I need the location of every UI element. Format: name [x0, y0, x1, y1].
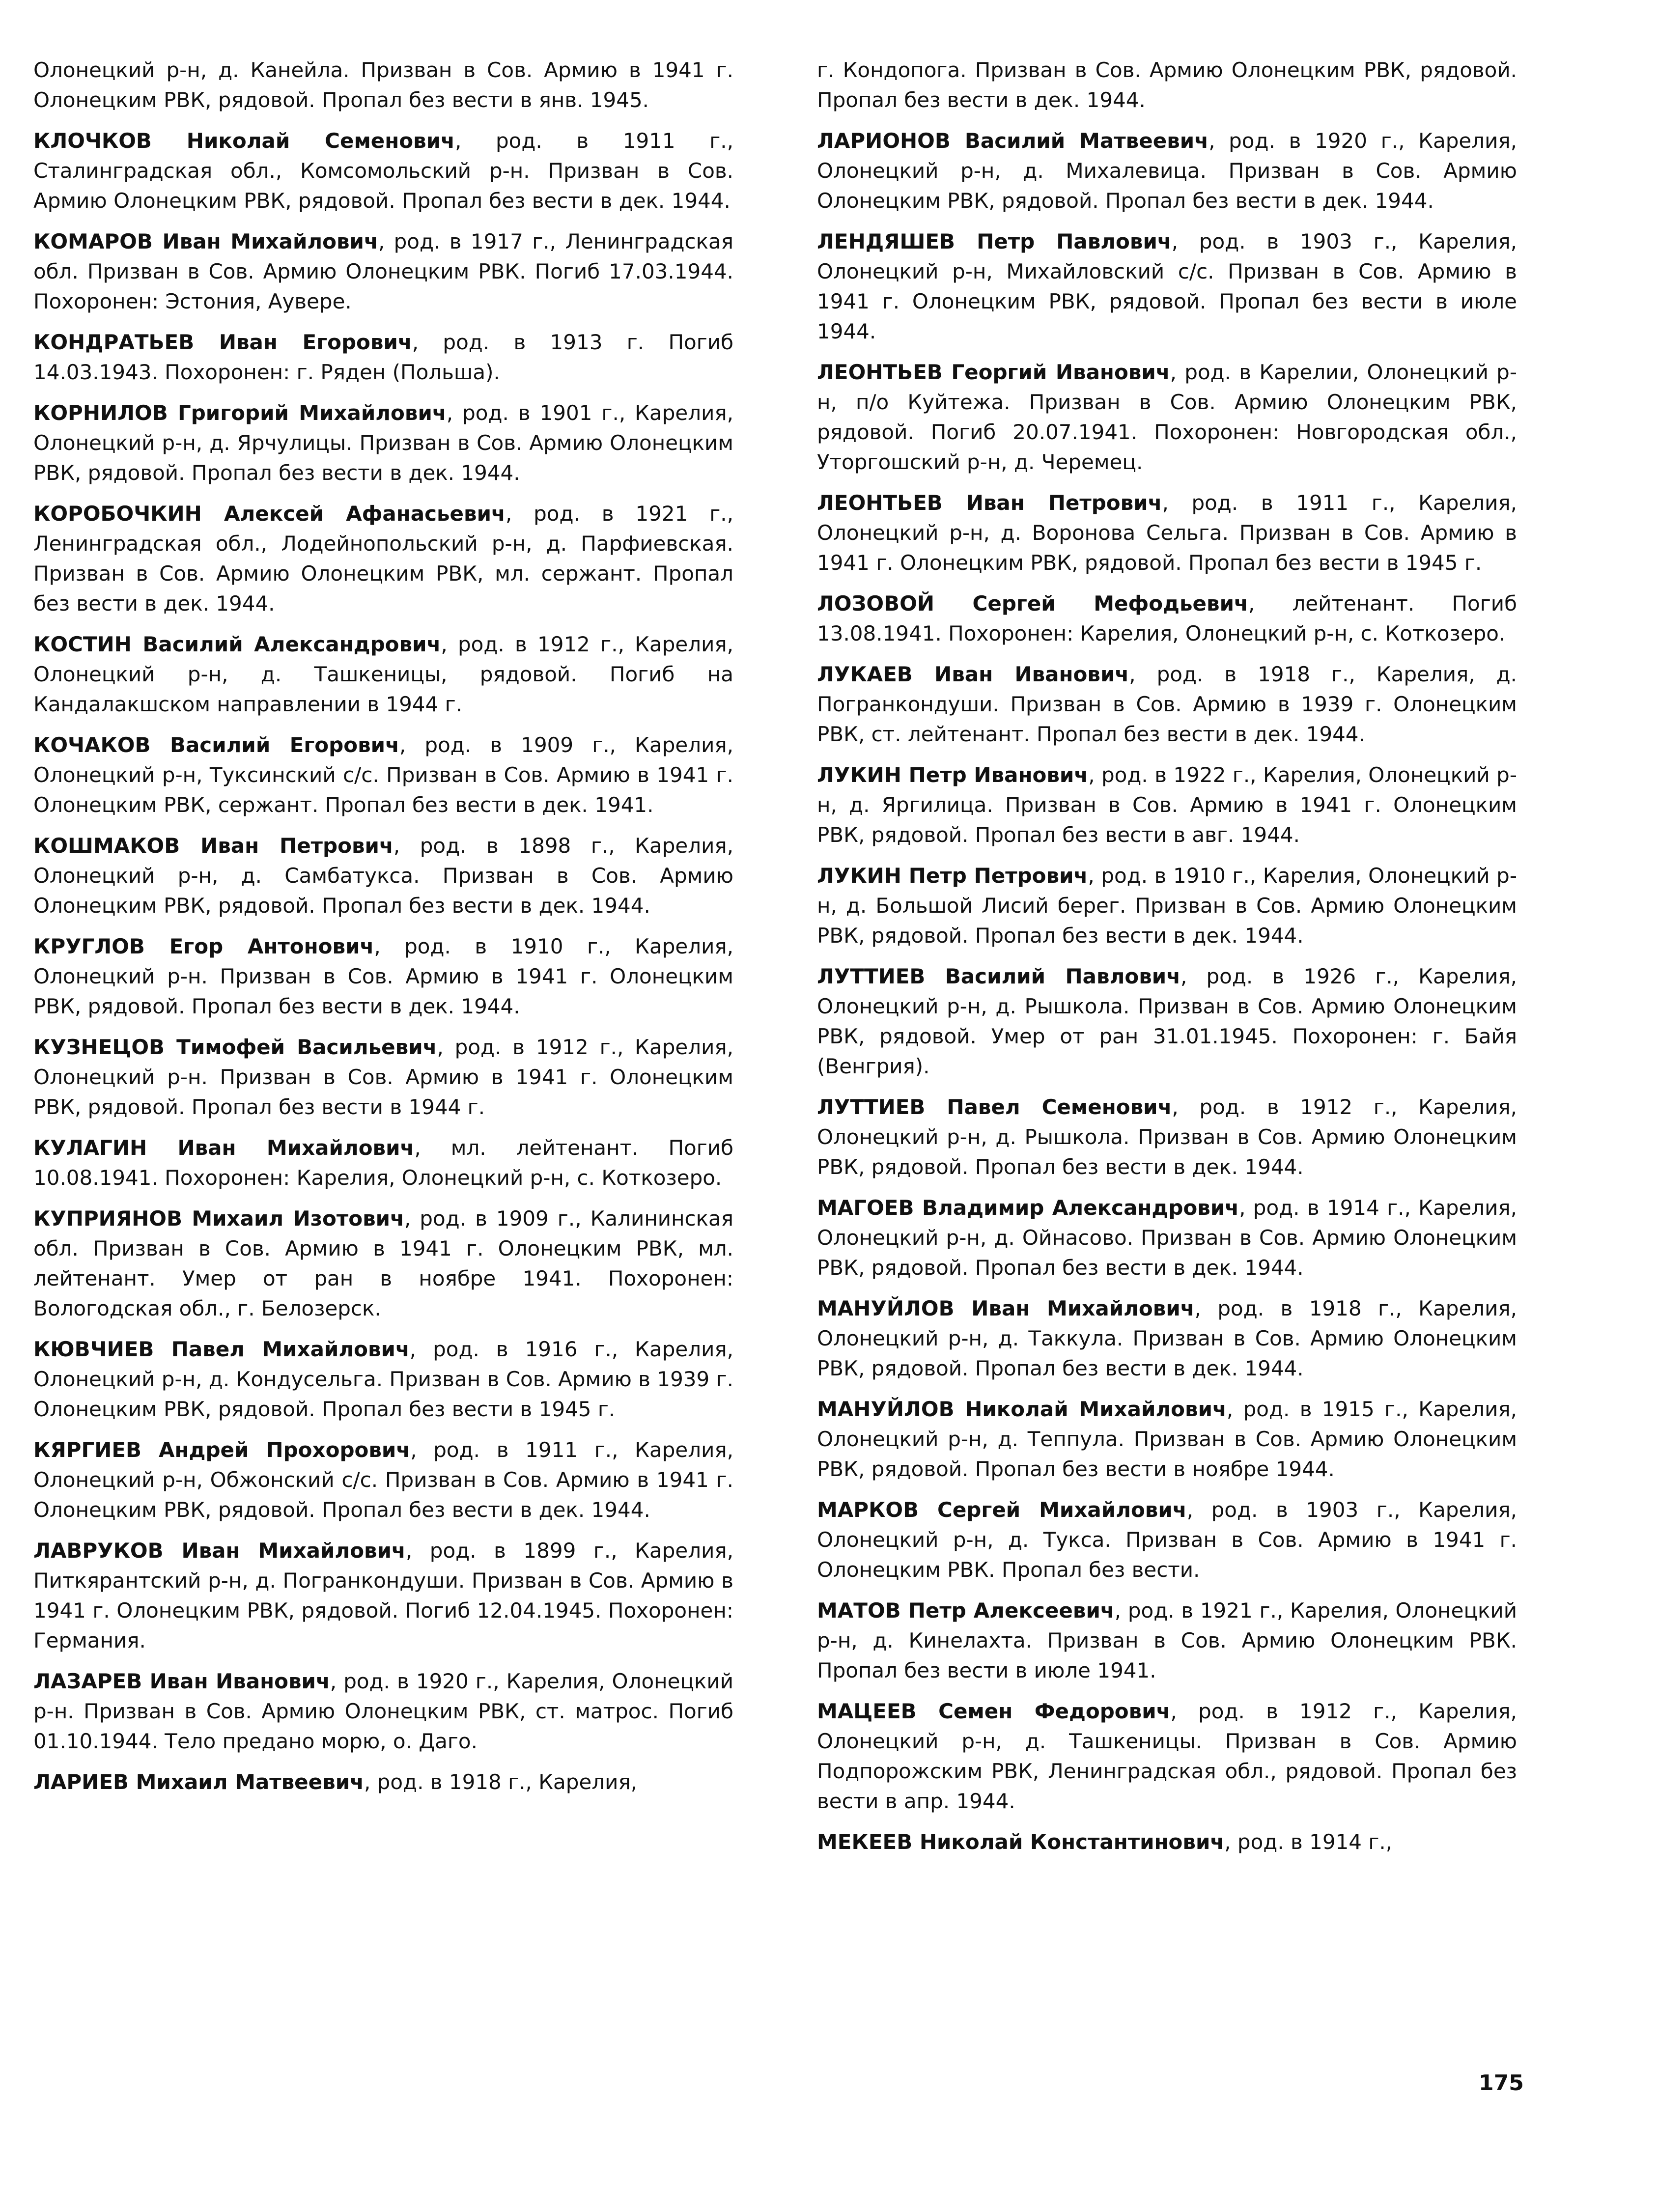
- entry: [33, 327, 733, 387]
- entry: [817, 1696, 1517, 1816]
- entry-name: МАЦЕЕВ Семен Федорович: [817, 1699, 1171, 1723]
- entry-name: ЛУКИН Петр Петрович: [817, 864, 1088, 888]
- entry: [817, 126, 1517, 216]
- entry-text: , род. в 1912 г., Карелия, Олонецкий р-н, д. Ташкеницы, рядовой. Погиб на Кандалакшском направлении в 1944 г.: [33, 632, 733, 716]
- entry-text: , род. в 1910 г., Карелия, Олонецкий р-н. Призван в Сов. Армию в 1941 г. Олонецким РВК, рядовой. Пропал без вести в дек. 1944.: [33, 934, 733, 1018]
- entry: [33, 1334, 733, 1424]
- entry: [817, 1092, 1517, 1182]
- entry-name: ЛАРИОНОВ Василий Матвеевич: [817, 129, 1209, 153]
- entry-text: , род. в 1921 г., Карелия, Олонецкий р-н, д. Кинелахта. Призван в Сов. Армию Олонецким РВК. Пропал без вести в июле 1941.: [817, 1598, 1517, 1682]
- entry-text: , род. в 1918 г., Карелия, д. Погранкондуши. Призван в Сов. Армию в 1939 г. Олонецким РВК, ст. лейтенант. Пропал без вести в дек. 1944.: [817, 662, 1517, 746]
- entry: [817, 760, 1517, 850]
- entry: [817, 1495, 1517, 1585]
- entry-name: КОСТИН Василий Александрович: [33, 632, 441, 656]
- left-column: [33, 55, 733, 1808]
- entry: [33, 629, 733, 719]
- entry: [33, 1032, 733, 1122]
- entry: [33, 1435, 733, 1525]
- entry: [33, 499, 733, 618]
- entry-text: , род. в 1920 г., Карелия, Олонецкий р-н, д. Михалевица. Призван в Сов. Армию Олонецким РВК, рядовой. Пропал без вести в дек. 1944.: [817, 129, 1517, 213]
- entry-text: , род. в 1917 г., Ленинградская обл. Призван в Сов. Армию Олонецким РВК. Погиб 17.03.1944. Похоронен: Эстония, Аувере.: [33, 229, 733, 313]
- entry-text: , род. в 1898 г., Карелия, Олонецкий р-н, д. Самбатукса. Призван в Сов. Армию Олонецким РВК, рядовой. Пропал без вести в дек. 1944.: [33, 834, 733, 918]
- entry: [817, 1293, 1517, 1383]
- entry: [33, 126, 733, 216]
- entry-text: , род. в 1918 г., Карелия,: [364, 1770, 638, 1794]
- entry-name: КЮВЧИЕВ Павел Михайлович: [33, 1337, 410, 1361]
- entry: [33, 1204, 733, 1323]
- entry-name: МАТОВ Петр Алексеевич: [817, 1598, 1115, 1623]
- entry: [33, 55, 733, 115]
- entry-name: ЛУКИН Петр Иванович: [817, 763, 1089, 787]
- entry-name: ЛАЗАРЕВ Иван Иванович: [33, 1669, 330, 1693]
- page-number: 175: [1479, 2071, 1524, 2096]
- entry-name: ЛОЗОВОЙ Сергей Мефодьевич: [817, 591, 1248, 616]
- entry: [33, 831, 733, 921]
- entry-text: , род. в 1912 г., Карелия, Олонецкий р-н. Призван в Сов. Армию в 1941 г. Олонецким РВК, рядовой. Пропал без вести в 1944 г.: [33, 1035, 733, 1119]
- entry-text: , род. в 1911 г., Карелия, Олонецкий р-н, д. Воронова Сельга. Призван в Сов. Армию в 1941 г. Олонецким РВК, рядовой. Пропал без вести в 1945 г.: [817, 491, 1517, 575]
- entry-text: , лейтенант. Погиб 13.08.1941. Похоронен: Карелия, Олонецкий р-н, с. Коткозеро.: [817, 591, 1517, 645]
- entry-name: МАНУЙЛОВ Николай Михайлович: [817, 1397, 1227, 1421]
- entry-text: , род. в 1916 г., Карелия, Олонецкий р-н, д. Кондусельга. Призван в Сов. Армию в 1939 г. Олонецким РВК, рядовой. Пропал без вести в 1945 г.: [33, 1337, 734, 1421]
- entry-text: , род. в 1903 г., Карелия, Олонецкий р-н, д. Тукса. Призван в Сов. Армию в 1941 г. Олонецким РВК. Пропал без вести.: [817, 1498, 1517, 1582]
- entry-name: ЛАРИЕВ Михаил Матвеевич: [33, 1770, 364, 1794]
- entry-text: , род. в 1910 г., Карелия, Олонецкий р-н, д. Большой Лисий берег. Призван в Сов. Армию Олонецким РВК, рядовой. Пропал без вести в дек. 1944.: [817, 864, 1517, 948]
- entry: [817, 1394, 1517, 1484]
- entry: [33, 1767, 733, 1797]
- entry: [817, 226, 1517, 346]
- entry-name: КОЧАКОВ Василий Егорович: [33, 733, 399, 757]
- entry: [817, 1596, 1517, 1685]
- entry: [817, 55, 1517, 115]
- entry: [817, 1827, 1517, 1857]
- entry: [817, 1193, 1517, 1283]
- entry: [33, 226, 733, 316]
- entry: [33, 730, 733, 820]
- entry-text: , род. в 1903 г., Карелия, Олонецкий р-н, Михайловский с/с. Призван в Сов. Армию в 1941 г. Олонецким РВК, рядовой. Пропал без вести в июле 1944.: [817, 229, 1517, 343]
- entry: [33, 931, 733, 1021]
- entry: [817, 357, 1517, 477]
- entry: [33, 1133, 733, 1193]
- entry: [817, 659, 1517, 749]
- entry-name: КУЛАГИН Иван Михайлович: [33, 1136, 415, 1160]
- entry-name: КОРНИЛОВ Григорий Михайлович: [33, 401, 447, 425]
- entry-text: Олонецкий р-н, д. Канейла. Призван в Сов. Армию в 1941 г. Олонецким РВК, рядовой. Пропал без вести в янв. 1945.: [33, 58, 733, 112]
- entry-name: ЛУТТИЕВ Василий Павлович: [817, 964, 1181, 988]
- entry-name: ЛУТТИЕВ Павел Семенович: [817, 1095, 1172, 1119]
- entry-text: , род. в 1914 г.,: [1224, 1830, 1393, 1854]
- entry-text: , род. в 1901 г., Карелия, Олонецкий р-н, д. Ярчулицы. Призван в Сов. Армию Олонецким РВК, рядовой. Пропал без вести в дек. 1944.: [33, 401, 733, 485]
- entry-name: МАРКОВ Сергей Михайлович: [817, 1498, 1187, 1522]
- entry-name: КУЗНЕЦОВ Тимофей Васильевич: [33, 1035, 437, 1059]
- entry-name: КОМАРОВ Иван Михайлович: [33, 229, 378, 253]
- entry: [817, 961, 1517, 1081]
- entry-name: МАГОЕВ Владимир Александрович: [817, 1196, 1239, 1220]
- entry-name: МЕКЕЕВ Николай Константинович: [817, 1830, 1225, 1854]
- entry-text: г. Кондопога. Призван в Сов. Армию Олонецким РВК, рядовой. Пропал без вести в дек. 1944.: [817, 58, 1517, 112]
- entry: [817, 861, 1517, 951]
- entry-name: ЛЕОНТЬЕВ Георгий Иванович: [817, 360, 1170, 384]
- entry-name: КОШМАКОВ Иван Петрович: [33, 834, 393, 858]
- entry-text: , род. в 1912 г., Карелия, Олонецкий р-н, д. Рышкола. Призван в Сов. Армию Олонецким РВК, рядовой. Пропал без вести в дек. 1944.: [817, 1095, 1517, 1179]
- entry-name: ЛАВРУКОВ Иван Михайлович: [33, 1539, 406, 1563]
- entry-text: , род. в 1920 г., Карелия, Олонецкий р-н. Призван в Сов. Армию Олонецким РВК, ст. матрос. Погиб 01.10.1944. Тело предано морю, о. Даго.: [33, 1669, 733, 1753]
- entry-name: ЛУКАЕВ Иван Иванович: [817, 662, 1129, 686]
- entry-name: КУПРИЯНОВ Михаил Изотович: [33, 1206, 404, 1231]
- entry-text: , род. в 1918 г., Карелия, Олонецкий р-н, д. Таккула. Призван в Сов. Армию Олонецким РВК, рядовой. Пропал без вести в дек. 1944.: [817, 1296, 1517, 1380]
- entry-text: , род. в 1922 г., Карелия, Олонецкий р-н, д. Яргилица. Призван в Сов. Армию в 1941 г. Олонецким РВК, рядовой. Пропал без вести в авг. 1944.: [817, 763, 1517, 847]
- entry-text: , род. в 1915 г., Карелия, Олонецкий р-н, д. Теппула. Призван в Сов. Армию Олонецким РВК, рядовой. Пропал без вести в ноябре 1944.: [817, 1397, 1517, 1481]
- entry-text: , род. в 1909 г., Калининская обл. Призван в Сов. Армию в 1941 г. Олонецким РВК, мл. лейтенант. Умер от ран в ноябре 1941. Похоронен: Вологодская обл., г. Белозерск.: [33, 1206, 733, 1320]
- entry-text: , мл. лейтенант. Погиб 10.08.1941. Похоронен: Карелия, Олонецкий р-н, с. Коткозеро.: [33, 1136, 733, 1190]
- entry-text: , род. в 1926 г., Карелия, Олонецкий р-н, д. Рышкола. Призван в Сов. Армию Олонецким РВК, рядовой. Умер от ран 31.01.1945. Похоронен: г. Байя (Венгрия).: [817, 964, 1517, 1078]
- entry-text: , род. в 1912 г., Карелия, Олонецкий р-н, д. Ташкеницы. Призван в Сов. Армию Подпорожским РВК, Ленинградская обл., рядовой. Пропал без вести в апр. 1944.: [817, 1699, 1517, 1813]
- entry: [817, 488, 1517, 578]
- entry: [33, 1666, 733, 1756]
- entry-text: , род. в Карелии, Олонецкий р-н, п/о Куйтежа. Призван в Сов. Армию Олонецким РВК, рядовой. Погиб 20.07.1941. Похоронен: Новгородская обл., Уторгошский р-н, д. Черемец.: [817, 360, 1517, 474]
- entry-text: , род. в 1899 г., Карелия, Питкярантский р-н, д. Погранкондуши. Призван в Сов. Армию в 1941 г. Олонецким РВК, рядовой. Погиб 12.04.1945. Похоронен: Германия.: [33, 1539, 733, 1652]
- right-column: [817, 55, 1517, 1868]
- entry-name: КОНДРАТЬЕВ Иван Егорович: [33, 330, 412, 354]
- entry-name: ЛЕНДЯШЕВ Петр Павлович: [817, 229, 1172, 253]
- entry: [817, 588, 1517, 648]
- entry-text: , род. в 1911 г., Сталинградская обл., Комсомольский р-н. Призван в Сов. Армию Олонецким РВК, рядовой. Пропал без вести в дек. 1944.: [33, 129, 734, 213]
- entry-text: , род. в 1909 г., Карелия, Олонецкий р-н, Туксинский с/с. Призван в Сов. Армию в 1941 г. Олонецким РВК, сержант. Пропал без вести в дек. 1941.: [33, 733, 733, 817]
- entry-text: , род. в 1913 г. Погиб 14.03.1943. Похоронен: г. Ряден (Польша).: [33, 330, 733, 384]
- entry-text: , род. в 1921 г., Ленинградская обл., Лодейнопольский р-н, д. Парфиевская. Призван в Сов. Армию Олонецким РВК, мл. сержант. Пропал без вести в дек. 1944.: [33, 502, 734, 616]
- entry-name: КОРОБОЧКИН Алексей Афанасьевич: [33, 502, 506, 526]
- entry: [33, 398, 733, 488]
- entry-name: КЯРГИЕВ Андрей Прохорович: [33, 1438, 411, 1462]
- entry-name: КЛОЧКОВ Николай Семенович: [33, 129, 455, 153]
- entry-name: ЛЕОНТЬЕВ Иван Петрович: [817, 491, 1162, 515]
- entry-text: , род. в 1911 г., Карелия, Олонецкий р-н, Обжонский с/с. Призван в Сов. Армию в 1941 г. Олонецким РВК, рядовой. Пропал без вести в дек. 1944.: [33, 1438, 733, 1522]
- entry: [33, 1536, 733, 1655]
- entry-name: МАНУЙЛОВ Иван Михайлович: [817, 1296, 1195, 1320]
- entry-text: , род. в 1914 г., Карелия, Олонецкий р-н, д. Ойнасово. Призван в Сов. Армию Олонецким РВК, рядовой. Пропал без вести в дек. 1944.: [817, 1196, 1517, 1280]
- entry-name: КРУГЛОВ Егор Антонович: [33, 934, 374, 958]
